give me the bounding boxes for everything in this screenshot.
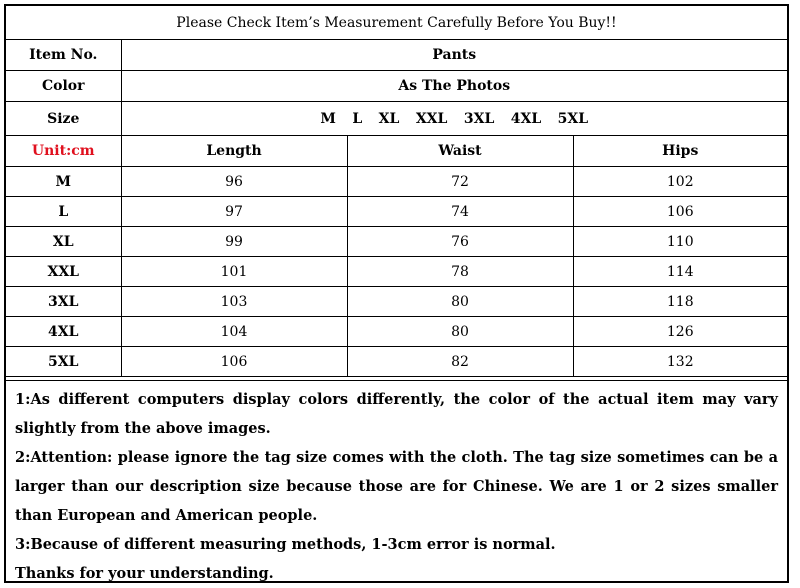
notes-section — [6, 380, 787, 581]
row-size: L — [6, 197, 121, 227]
hips-value: 114 — [573, 257, 787, 287]
waist-value: 80 — [347, 317, 573, 347]
row-size: 5XL — [6, 347, 121, 377]
row-size: XXL — [6, 257, 121, 287]
length-value: 106 — [121, 347, 347, 377]
row-size: M — [6, 167, 121, 197]
hips-value: 106 — [573, 197, 787, 227]
item-no-value: Pants — [121, 40, 787, 71]
chart-title: Please Check Item’s Measurement Carefully Before You Buy!! — [6, 6, 787, 40]
table-row — [6, 227, 787, 257]
length-value: 104 — [121, 317, 347, 347]
row-size: 4XL — [6, 317, 121, 347]
waist-value: 78 — [347, 257, 573, 287]
hips-value: 132 — [573, 347, 787, 377]
row-size: 3XL — [6, 287, 121, 317]
row-size: XL — [6, 227, 121, 257]
column-header-hips: Hips — [573, 136, 787, 167]
waist-value: 82 — [347, 347, 573, 377]
waist-value: 80 — [347, 287, 573, 317]
length-value: 97 — [121, 197, 347, 227]
column-header-waist: Waist — [347, 136, 573, 167]
column-header-length: Length — [121, 136, 347, 167]
size-option: XXL — [415, 110, 448, 127]
waist-value: 72 — [347, 167, 573, 197]
table-row — [6, 167, 787, 197]
hips-value: 110 — [573, 227, 787, 257]
size-option: L — [352, 110, 363, 127]
size-list — [121, 102, 787, 136]
length-value: 96 — [121, 167, 347, 197]
item-no-label: Item No. — [6, 40, 121, 71]
color-label: Color — [6, 71, 121, 102]
note-tag-size: 2:Attention: please ignore the tag size comes with the cloth. The tag size sometimes can be a larger than our description size because those are for Chinese. We are 1 or 2 sizes smaller than European and American people. — [15, 449, 778, 524]
size-option: 5XL — [557, 110, 589, 127]
hips-value: 102 — [573, 167, 787, 197]
size-option: XL — [378, 110, 400, 127]
size-option: 3XL — [463, 110, 495, 127]
hips-value: 118 — [573, 287, 787, 317]
size-chart — [4, 4, 789, 583]
size-label: Size — [6, 102, 121, 136]
table-row — [6, 257, 787, 287]
table-row — [6, 197, 787, 227]
note-thanks: Thanks for your understanding. — [15, 565, 274, 582]
note-color-disclaimer: 1:As different computers display colors differently, the color of the actual item may vary slightly from the above images. — [15, 391, 778, 437]
size-option: M — [320, 110, 336, 127]
size-option: 4XL — [510, 110, 542, 127]
length-value: 99 — [121, 227, 347, 257]
table-row — [6, 347, 787, 377]
waist-value: 76 — [347, 227, 573, 257]
unit-label: Unit:cm — [6, 136, 121, 167]
waist-value: 74 — [347, 197, 573, 227]
color-value: As The Photos — [121, 71, 787, 102]
table-row — [6, 287, 787, 317]
note-measuring-error: 3:Because of different measuring methods, 1-3cm error is normal. — [15, 536, 556, 553]
length-value: 101 — [121, 257, 347, 287]
table-row — [6, 317, 787, 347]
length-value: 103 — [121, 287, 347, 317]
measurement-table — [6, 6, 787, 377]
hips-value: 126 — [573, 317, 787, 347]
